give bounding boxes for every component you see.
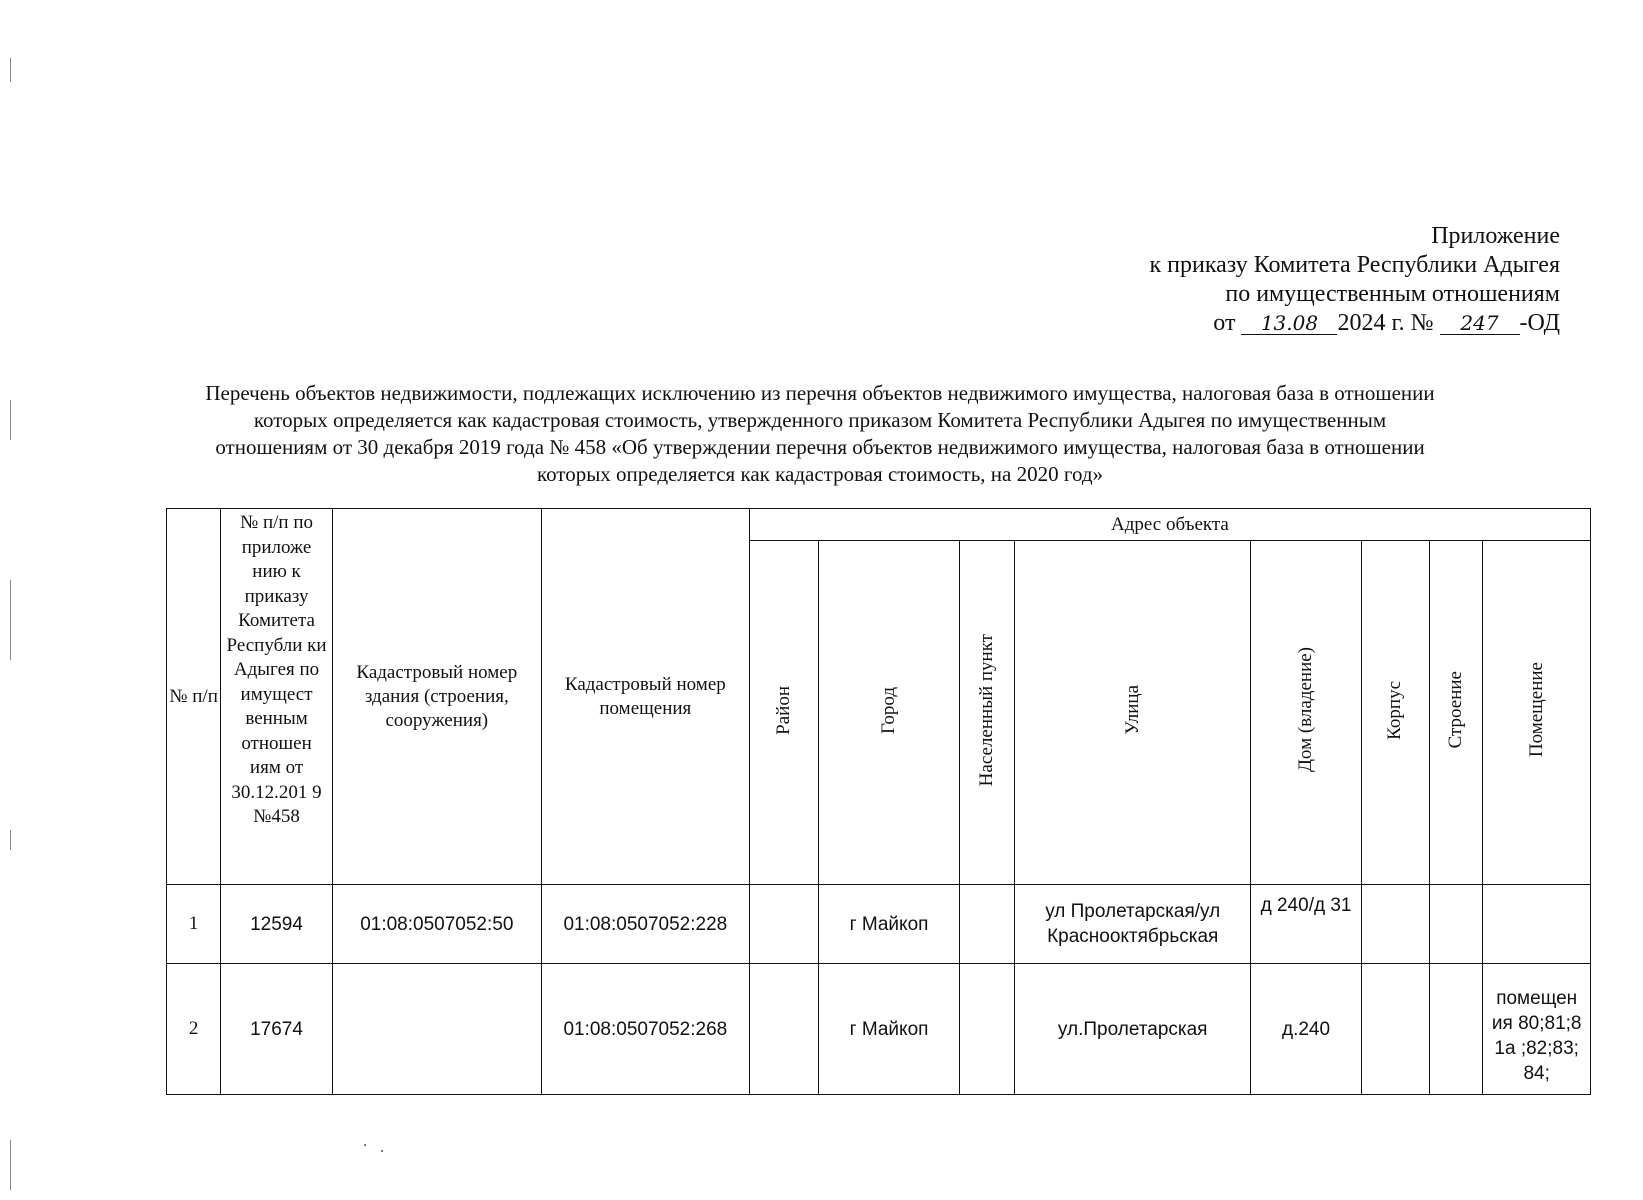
scan-mark	[10, 58, 11, 82]
appendix-date-prefix: от	[1213, 310, 1236, 336]
cell-house	[1251, 885, 1362, 964]
cell-street-text: ул.Пролетарская	[1057, 1018, 1208, 1040]
header-structure-text: Строение	[1445, 671, 1467, 749]
header-premises-text: Помещение	[1525, 662, 1547, 758]
handwritten-number: 247	[1440, 312, 1520, 335]
header-num: № п/п	[167, 509, 221, 885]
header-premises-cad: Кадастровый номер помещения	[541, 509, 749, 885]
cell-settlement	[959, 964, 1014, 1095]
cell-street	[1015, 885, 1251, 964]
cell-city: г Майкоп	[819, 964, 960, 1095]
header-city	[819, 541, 960, 885]
header-street	[1015, 541, 1251, 885]
cell-premises	[1483, 885, 1591, 964]
cell-num: 1	[167, 885, 221, 964]
cell-house-text: д 240/д 31	[1260, 895, 1352, 916]
header-house-text: Дом (владение)	[1295, 647, 1317, 773]
appendix-header	[1149, 222, 1560, 338]
cell-premises-cad: 01:08:0507052:228	[541, 885, 749, 964]
cell-house	[1251, 964, 1362, 1095]
header-address-group: Адрес объекта	[749, 509, 1590, 541]
cell-house-text: д.240	[1282, 1018, 1331, 1040]
cell-settlement	[959, 885, 1014, 964]
document-title: Перечень объектов недвижимости, подлежащих исключению из перечня объектов недвижимого имущества, налоговая база в отношении которых определяется как кадастровая стоимость, утвержденного приказом Комитета Республики Адыгея по имущественным отношениям от 30 декабря 2019 года № 458 «Об утверждении перечня объектов недвижимого имущества, налоговая база в отношении которых определяется как кадастровая стоимость, на 2020 год»	[205, 381, 1435, 486]
cell-korpus	[1361, 964, 1429, 1095]
header-korpus-text: Корпус	[1384, 680, 1406, 740]
header-structure	[1430, 541, 1483, 885]
header-street-text: Улица	[1121, 685, 1143, 735]
cell-structure	[1430, 885, 1483, 964]
header-ref-num-text: № п/п по приложе нию к приказу Комитета Республи ки Адыгея по имущест венным отношен иям от 30.12.201 9 №458	[226, 512, 327, 827]
cell-num: 2	[167, 964, 221, 1095]
scan-mark	[10, 830, 11, 850]
header-city-text: Город	[878, 686, 900, 734]
cell-premises-text: помещен ия 80;81;81а ;82;83;84;	[1491, 988, 1582, 1084]
cell-district	[749, 885, 818, 964]
header-korpus	[1361, 541, 1429, 885]
cell-korpus	[1361, 885, 1429, 964]
cell-district	[749, 964, 818, 1095]
header-house	[1251, 541, 1362, 885]
cell-city: г Майкоп	[819, 885, 960, 964]
appendix-committee: по имущественным отношениям	[1225, 281, 1560, 307]
header-settlement-text: Населенный пункт	[975, 633, 997, 787]
scan-mark	[10, 1140, 11, 1190]
cell-building-cad	[332, 964, 541, 1095]
appendix-date-line	[1149, 309, 1560, 338]
appendix-year: 2024 г. №	[1337, 310, 1434, 336]
scan-mark	[10, 580, 11, 660]
header-district	[749, 541, 818, 885]
table-row	[167, 885, 1591, 964]
header-building-cad: Кадастровый номер здания (строения, сооружения)	[332, 509, 541, 885]
header-premises	[1483, 541, 1591, 885]
table-row	[167, 964, 1591, 1095]
cell-ref-num: 17674	[221, 964, 333, 1095]
objects-table	[166, 508, 1591, 1095]
header-ref-num	[221, 509, 333, 885]
cell-premises-cad: 01:08:0507052:268	[541, 964, 749, 1095]
appendix-title: Приложение	[1431, 223, 1560, 249]
cell-building-cad: 01:08:0507052:50	[332, 885, 541, 964]
cell-ref-num: 12594	[221, 885, 333, 964]
scan-mark	[10, 400, 11, 440]
appendix-order-ref: к приказу Комитета Республики Адыгея	[1149, 252, 1560, 278]
handwritten-date: 13.08	[1241, 312, 1337, 335]
cell-premises	[1483, 964, 1591, 1095]
cell-street-text: ул Пролетарская/ул Краснооктябрьская	[1045, 901, 1221, 947]
header-district-text: Район	[773, 685, 794, 735]
ink-dot	[381, 1150, 383, 1152]
header-settlement	[959, 541, 1014, 885]
cell-street	[1015, 964, 1251, 1095]
appendix-suffix: -ОД	[1519, 310, 1560, 336]
ink-dot	[364, 1144, 366, 1146]
cell-structure	[1430, 964, 1483, 1095]
